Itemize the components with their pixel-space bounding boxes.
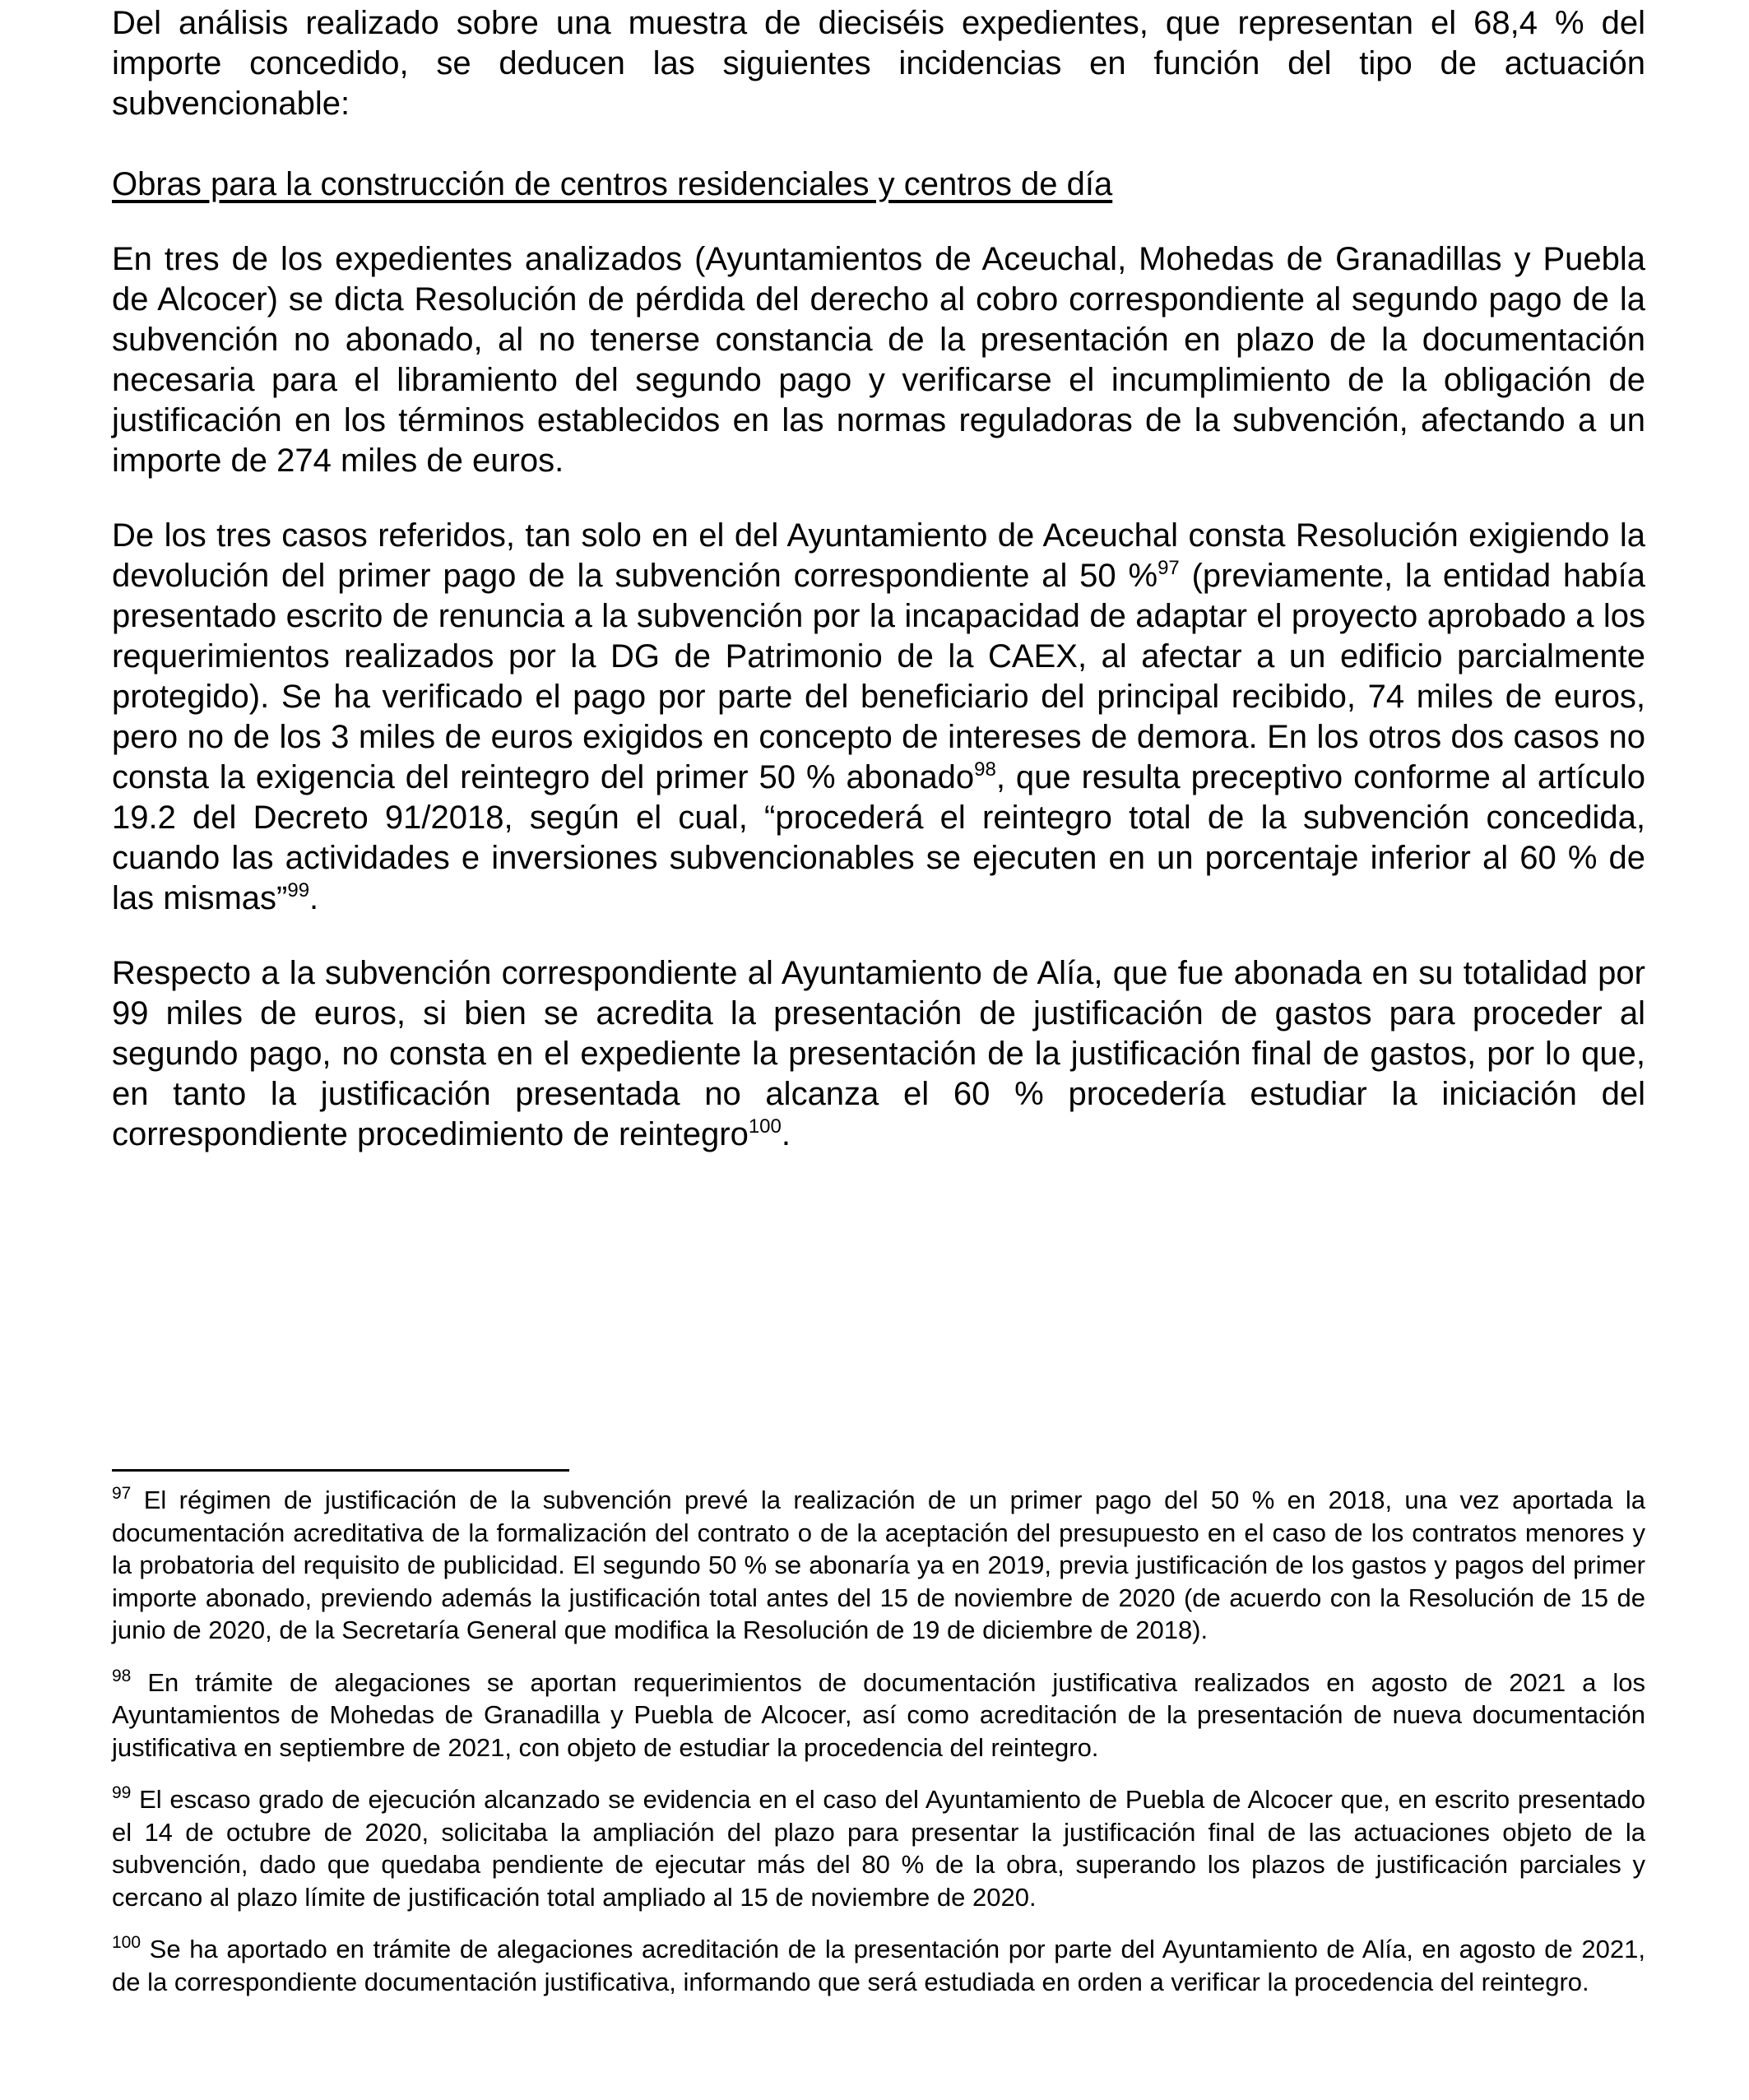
paragraph-3 bbox=[112, 953, 1645, 1155]
paragraph-2-part-d: . bbox=[309, 880, 319, 916]
footnote-number: 100 bbox=[112, 1933, 141, 1952]
document-body bbox=[112, 0, 1645, 1155]
footnote-97 bbox=[112, 1484, 1645, 1647]
paragraph-2-part-a: De los tres casos referidos, tan solo en el del Ayuntamiento de Aceuchal consta Resolución exigiendo la devolución del primer pago de la subvención correspondiente al 50 % bbox=[112, 517, 1645, 594]
footnote-ref-97: 97 bbox=[1157, 557, 1180, 579]
footnote-text: En trámite de alegaciones se aportan requerimientos de documentación justificativa realizados en agosto de 2021 a los Ayuntamientos de Mohedas de Granadilla y Puebla de Alcocer, así como acreditación de la presentación de nueva documentación justificativa en septiembre de 2021, con objeto de estudiar la procedencia del reintegro. bbox=[112, 1667, 1645, 1762]
footnote-98 bbox=[112, 1667, 1645, 1764]
footnote-99 bbox=[112, 1783, 1645, 1913]
footnotes bbox=[112, 1484, 1645, 1998]
footnote-text: Se ha aportado en trámite de alegaciones acreditación de la presentación por parte del Ayuntamiento de Alía, en agosto de 2021, de la correspondiente documentación justificativa, informando que será estudiada en orden a verificar la procedencia del reintegro. bbox=[112, 1935, 1645, 1996]
section-heading: Obras para la construcción de centros residenciales y centros de día bbox=[112, 166, 1113, 202]
paragraph-2-part-c: , que resulta preceptivo conforme al artículo 19.2 del Decreto 91/2018, según el cual, “procederá el reintegro total de la subvención concedida, cuando las actividades e inversiones subvencionables se ejecuten en un porcentaje inferior al 60 % de las mismas” bbox=[112, 759, 1645, 916]
footnote-ref-100: 100 bbox=[748, 1115, 782, 1138]
paragraph-1: En tres de los expedientes analizados (Ayuntamientos de Aceuchal, Mohedas de Granadillas y Puebla de Alcocer) se dicta Resolución de pérdida del derecho al cobro correspondiente al segundo pago de la subvención no abonado, al no tenerse constancia de la presentación en plazo de la documentación necesaria para el libramiento del segundo pago y verificarse el incumplimiento de la obligación de justificación en los términos establecidos en las normas reguladoras de la subvención, afectando a un importe de 274 miles de euros. bbox=[112, 241, 1645, 479]
footnote-number: 98 bbox=[112, 1666, 132, 1685]
footnote-100 bbox=[112, 1933, 1645, 1998]
intro-paragraph: Del análisis realizado sobre una muestra de dieciséis expedientes, que representan el 68,4 % del importe concedido, se deducen las siguientes incidencias en función del tipo de actuación subvencionable: bbox=[112, 5, 1645, 122]
footnote-text: El régimen de justificación de la subvención prevé la realización de un primer pago del 50 % en 2018, una vez aportada la documentación acreditativa de la formalización del contrato o de la aceptación del presupuesto en el caso de los contratos menores y la probatoria del requisito de publicidad. El segundo 50 % se abonaría ya en 2019, previa justificación de los gastos y pagos del primer importe abonado, previendo además la justificación total antes del 15 de noviembre de 2020 (de acuerdo con la Resolución de 15 de junio de 2020, de la Secretaría General que modifica la Resolución de 19 de diciembre de 2018). bbox=[112, 1486, 1645, 1644]
paragraph-2 bbox=[112, 516, 1645, 919]
footnote-ref-98: 98 bbox=[974, 758, 996, 781]
footnote-number: 99 bbox=[112, 1783, 132, 1802]
paragraph-2-part-b: (previamente, la entidad había presentado escrito de renuncia a la subvención por la incapacidad de adaptar el proyecto aprobado a los requerimientos realizados por la DG de Patrimonio de la CAEX, al afectar a un edificio parcialmente protegido). Se ha verificado el pago por parte del beneficiario del principal recibido, 74 miles de euros, pero no de los 3 miles de euros exigidos en concepto de intereses de demora. En los otros dos casos no consta la exigencia del reintegro del primer 50 % abonado bbox=[112, 558, 1646, 795]
footnote-number: 97 bbox=[112, 1484, 132, 1503]
footnote-text: El escaso grado de ejecución alcanzado se evidencia en el caso del Ayuntamiento de Puebla de Alcocer que, en escrito presentado el 14 de octubre de 2020, solicitaba la ampliación del plazo para presentar la justificación final de las actuaciones objeto de la subvención, dado que quedaba pendiente de ejecutar más del 80 % de la obra, superando los plazos de justificación parciales y cercano al plazo límite de justificación total ampliado al 15 de noviembre de 2020. bbox=[112, 1785, 1645, 1912]
paragraph-3-part-b: . bbox=[781, 1116, 791, 1152]
footnote-separator bbox=[112, 1469, 569, 1472]
paragraph-3-part-a: Respecto a la subvención correspondiente al Ayuntamiento de Alía, que fue abonada en su totalidad por 99 miles de euros, si bien se acredita la presentación de justificación de gastos para proceder al segundo pago, no consta en el expediente la presentación de la justificación final de gastos, por lo que, en tanto la justificación presentada no alcanza el 60 % procedería estudiar la iniciación del correspondiente procedimiento de reintegro bbox=[112, 955, 1645, 1152]
footnote-ref-99: 99 bbox=[287, 879, 310, 902]
